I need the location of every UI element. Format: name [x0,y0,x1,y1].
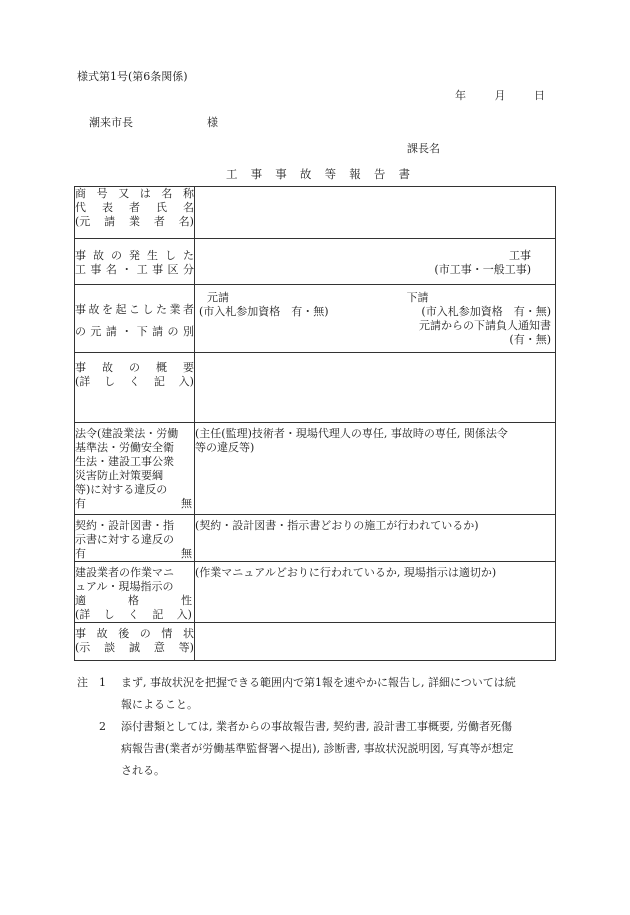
row-project-name [75,239,556,285]
label-char: 生 [147,249,158,262]
label-char: 事 [152,263,164,276]
label-char: 請 [152,325,164,338]
label-char: 請 [104,215,116,228]
field-project-name[interactable] [195,239,556,285]
label-char: 分 [182,263,194,276]
label-char: 後 [118,627,130,640]
label-char: 下 [136,325,148,338]
note-line: 報によること。 [121,698,198,711]
hint-line: (作業マニュアルどおりに行われているか, 現場指示は適切か) [195,566,497,579]
row-contractor-type [75,285,556,353]
label-char: 起 [115,303,127,316]
label-char: 発 [129,249,140,262]
title-char: 事 [275,167,287,181]
label-line: 建設業者の作業マニ [75,566,174,579]
date-line [455,88,545,104]
label-company-name [75,187,195,239]
hint-line: 等の違反等) [195,441,255,454]
label-legal-violation [75,423,195,515]
label-char: 無 [181,497,192,510]
label-char: 代 [75,201,86,214]
title-char: 報 [349,167,361,181]
honorific: 様 [207,116,218,129]
label-char: 業 [169,303,181,316]
label-char: 工 [136,263,148,276]
label-char: 表 [102,201,113,214]
label-char: は [139,187,151,200]
row-post-accident [75,623,556,661]
sub-label: 下請 [406,291,429,304]
field-accident-overview[interactable] [195,353,556,423]
label-char: 氏 [156,201,167,214]
label-char: (詳 [75,608,91,621]
note-item-1 [77,672,557,694]
label-char: 事 [75,303,86,316]
title-char: 書 [398,167,410,181]
note-line: される。 [121,764,165,777]
label-char: 事 [75,627,86,640]
label-line: 基準法・労働安全衛 [75,441,174,454]
label-char: 号 [96,187,108,200]
field-company-name[interactable] [195,187,556,239]
label-char: 工 [75,263,86,276]
title-char: 工 [226,167,238,181]
label-char: 故 [102,361,113,374]
label-char: し [103,608,115,621]
title-char: 事 [250,167,263,181]
field-contract-violation[interactable] [195,515,556,562]
hint-line: (契約・設計図書・指示書どおりの施工が行われているか) [195,519,479,532]
field-legal-violation[interactable] [195,423,556,515]
label-char: の [167,325,179,338]
label-char: を [102,303,113,316]
label-char: ・ [121,325,133,338]
label-char: 意 [153,641,165,654]
label-char: 記 [152,608,164,621]
title-char: 故 [299,167,312,181]
label-line: 示書に対する違反の [75,533,174,546]
note-body [121,716,557,738]
label-char: 称 [182,187,194,200]
label-char: 要 [183,361,194,374]
prime-contractor-block [199,291,395,347]
date-month: 月 [494,89,506,102]
note-line: 病報告書(業者が労働基準監督署へ提出), 診断書, 事故状況説明図, 写真等が想定 [121,742,514,755]
project-category: (市工事・一般工事) [434,263,531,276]
field-post-accident[interactable] [195,623,556,661]
label-char: 請 [105,325,117,338]
report-form-table [74,186,556,661]
label-line: 災害防止対策要綱 [75,469,163,482]
label-char: 状 [182,627,194,640]
label-char: 別 [182,325,194,338]
label-char: の [75,325,86,338]
label-char: 名 [105,263,117,276]
label-char: 名) [178,215,194,228]
label-char: 無 [181,547,192,560]
label-char: 入) [176,608,192,621]
sub-contractor-block [395,291,551,347]
title-char: 告 [373,167,386,181]
label-char: こ [129,303,140,316]
note-tag: 注 [77,676,88,689]
label-char: し [165,249,176,262]
title-char: 等 [324,167,337,181]
label-char: 事 [75,249,86,262]
label-accident-overview [75,353,195,423]
notes-section [77,672,557,782]
label-char: 者 [153,215,165,228]
addressee: 潮来市長 [89,116,133,129]
label-char: 区 [167,263,179,276]
label-char: 者 [183,303,194,316]
label-char: 事 [90,263,102,276]
label-char: 者 [129,201,140,214]
label-contract-violation [75,515,195,562]
document-title [226,166,410,183]
date-day: 日 [534,89,545,102]
label-char: 入) [178,375,194,388]
row-contract-violation [75,515,556,562]
label-line: 等)に対する違反の [75,483,168,496]
label-char: 故 [93,249,104,262]
label-char: 有 [75,547,86,560]
label-char: 適 [75,594,86,607]
row-legal-violation [75,423,556,515]
label-char: 概 [156,361,167,374]
label-char: 事 [75,361,86,374]
sub-notice-choice: (有・無) [509,333,551,346]
label-char: の [139,627,151,640]
label-char: 故 [96,627,108,640]
label-char: た [183,249,194,262]
label-post-accident [75,623,195,661]
label-char: 元 [90,325,102,338]
label-char: 記 [153,375,165,388]
project-suffix: 工事 [509,249,531,262]
prime-label: 元請 [207,291,229,304]
label-manual-suitability [75,562,195,623]
label-char: (元 [75,215,91,228]
label-char: (詳 [75,375,91,388]
label-char: の [129,361,140,374]
row-accident-overview [75,353,556,423]
section-chief-name: 課長名 [407,142,440,155]
label-char: た [156,303,167,316]
label-char: し [142,303,154,316]
label-char: 情 [161,627,173,640]
label-project-name [75,239,195,285]
label-char: 誠 [128,641,140,654]
hint-line: (主任(監理)技術者・現場代理人の専任, 事故時の専任, 関係法令 [195,427,508,440]
field-contractor-type[interactable] [195,285,556,353]
label-line: 契約・設計図書・指 [75,519,174,532]
note-line: 添付書類としては, 業者からの事故報告書, 契約書, 設計書工事概要, 労働者死傷 [121,720,512,733]
date-year: 年 [455,89,466,102]
label-char: 有 [75,497,86,510]
label-char: 名 [161,187,173,200]
label-char: ・ [121,263,133,276]
note-number: 1 [99,676,106,689]
label-char: 故 [88,303,100,316]
label-char: し [104,375,116,388]
sub-notice-label: 元請からの下請負人通知書 [419,319,551,332]
label-char: 名 [183,201,194,214]
label-char: (示 [75,641,91,654]
label-line: ュアル・現場指示の [75,580,174,593]
label-char: 又 [118,187,130,200]
prime-bid-qualification: (市入札参加資格 有・無) [199,305,329,318]
label-char: 業 [128,215,140,228]
note-body [121,672,557,694]
label-char: 格 [128,594,139,607]
row-company-name [75,187,556,239]
label-line: 法令(建設業法・労働 [75,427,179,440]
note-number: 2 [99,720,106,733]
field-manual-suitability[interactable] [195,562,556,623]
sub-bid-qualification: (市入札参加資格 有・無) [421,305,551,318]
label-char: 性 [181,594,192,607]
label-char: 商 [75,187,86,200]
form-number: 様式第1号(第6条関係) [77,70,188,83]
label-char: く [128,375,140,388]
label-char: 等) [178,641,194,654]
note-item-2 [77,716,557,738]
label-char: の [111,249,122,262]
label-line: 生法・建設工事公衆 [75,455,174,468]
label-char: く [127,608,139,621]
row-manual-suitability [75,562,556,623]
note-line: まず, 事故状況を把握できる範囲内で第1報を速やかに報告し, 詳細については続 [121,676,516,689]
label-char: 談 [104,641,116,654]
label-contractor-type [75,285,195,353]
